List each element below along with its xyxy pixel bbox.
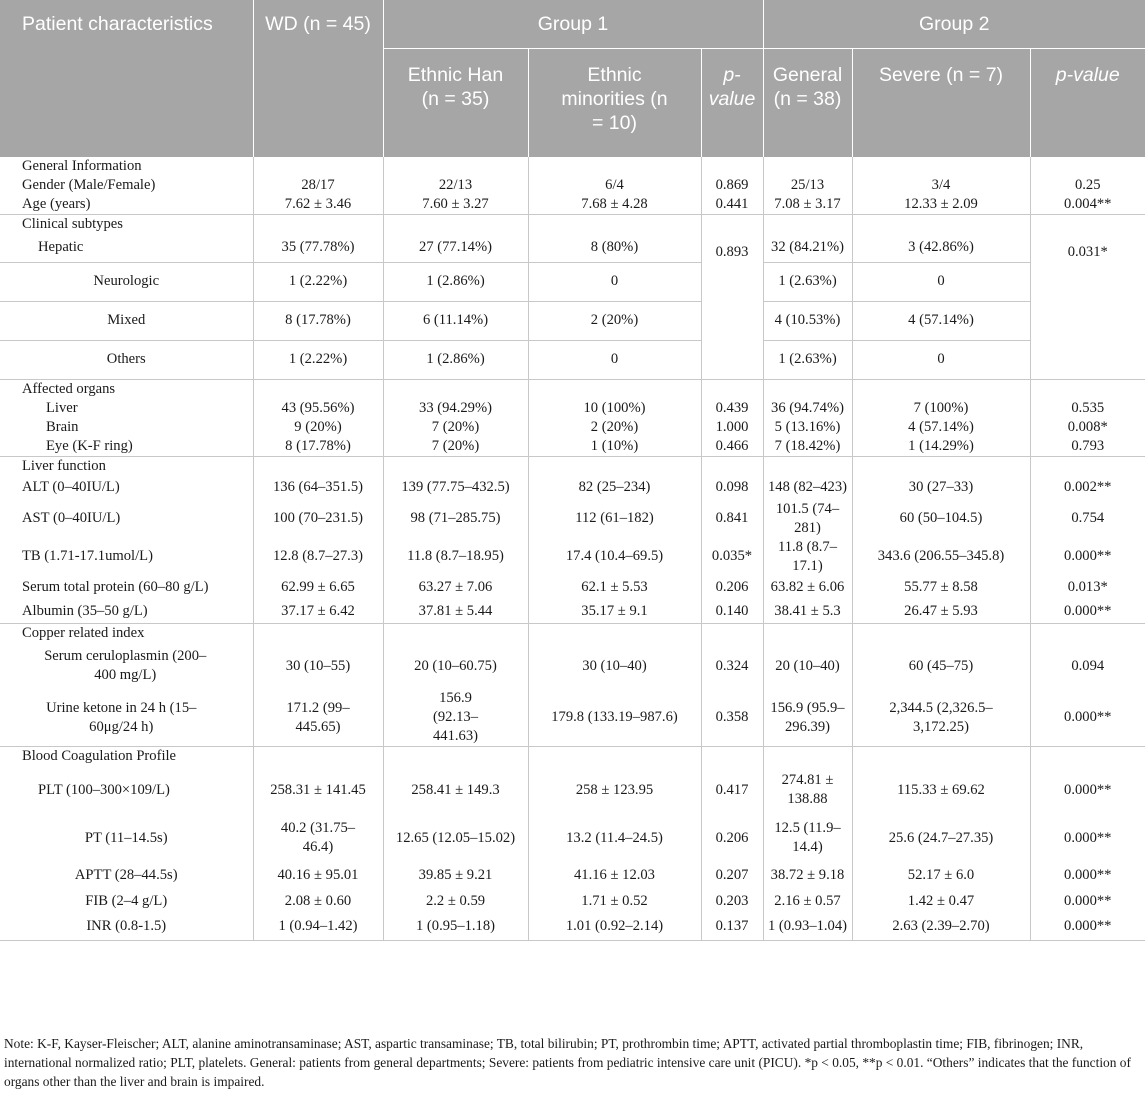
cell-severe: 0 xyxy=(852,262,1030,301)
cell-minorities: 35.17 ± 9.1 xyxy=(528,600,701,624)
cell-general: 1 (2.63%) xyxy=(763,340,852,379)
cell-wd: 40.16 ± 95.01 xyxy=(253,862,383,888)
cell-han: 1 (2.86%) xyxy=(383,340,528,379)
table-row xyxy=(0,234,1145,262)
cell-p-value-1: 0.140 xyxy=(701,600,763,624)
cell-p-value-2: 0.031* xyxy=(1030,215,1145,263)
cell-p-value-1: 0.035* xyxy=(701,538,763,576)
cell-p-value-1: 1.000 xyxy=(701,418,763,437)
cell-general: 36 (94.74%) xyxy=(763,399,852,418)
cell-han: 39.85 ± 9.21 xyxy=(383,862,528,888)
cell-minorities: 62.1 ± 5.53 xyxy=(528,576,701,600)
section-title-clinical-subtypes: Clinical subtypes xyxy=(0,215,253,235)
table-row xyxy=(0,476,1145,500)
cell-wd: 1 (2.22%) xyxy=(253,340,383,379)
cell-minorities: 2 (20%) xyxy=(528,418,701,437)
cell-minorities: 1.71 ± 0.52 xyxy=(528,888,701,914)
cell-p-value-1: 0.137 xyxy=(701,914,763,940)
cell-general: 148 (82–423) xyxy=(763,476,852,500)
cell-general: 38.72 ± 9.18 xyxy=(763,862,852,888)
cell-han: 7.60 ± 3.27 xyxy=(383,195,528,215)
cell-p-value-2: 0.094 xyxy=(1030,643,1145,689)
section-title-copper-related-index: Copper related index xyxy=(0,624,253,644)
cell-han: 20 (10–60.75) xyxy=(383,643,528,689)
table-row xyxy=(0,262,1145,301)
cell-wd: 258.31 ± 141.45 xyxy=(253,766,383,814)
cell-p-value-1: 0.324 xyxy=(701,643,763,689)
cell-han: 258.41 ± 149.3 xyxy=(383,766,528,814)
cell-han: 7 (20%) xyxy=(383,437,528,457)
header-ethnic-han: Ethnic Han (n = 35) xyxy=(383,49,528,158)
cell-han: 11.8 (8.7–18.95) xyxy=(383,538,528,576)
cell-wd: 171.2 (99–445.65) xyxy=(253,689,383,747)
section-title-affected-organs: Affected organs xyxy=(0,379,253,399)
cell-han: 1 (0.95–1.18) xyxy=(383,914,528,940)
cell-wd: 37.17 ± 6.42 xyxy=(253,600,383,624)
cell-p-value-2: 0.25 xyxy=(1030,176,1145,195)
table-row xyxy=(0,862,1145,888)
cell-p-value-1: 0.893 xyxy=(701,215,763,263)
cell-severe: 26.47 ± 5.93 xyxy=(852,600,1030,624)
cell-severe: 4 (57.14%) xyxy=(852,418,1030,437)
row-label: PLT (100–300×109/L) xyxy=(38,781,170,798)
cell-han: 33 (94.29%) xyxy=(383,399,528,418)
row-label: Albumin (35–50 g/L) xyxy=(22,602,148,619)
cell-p-value-1: 0.869 xyxy=(701,176,763,195)
cell-wd: 7.62 ± 3.46 xyxy=(253,195,383,215)
cell-wd: 136 (64–351.5) xyxy=(253,476,383,500)
row-label: Gender (Male/Female) xyxy=(22,177,156,193)
cell-severe: 2,344.5 (2,326.5–3,172.25) xyxy=(852,689,1030,747)
row-label: Serum total protein (60–80 g/L) xyxy=(22,579,209,595)
cell-p-value-1: 0.207 xyxy=(701,862,763,888)
cell-p-value-2: 0.000** xyxy=(1030,914,1145,940)
header-wd-text: WD (n = 45) xyxy=(265,13,371,35)
cell-p-value-1: 0.466 xyxy=(701,437,763,457)
cell-han: 27 (77.14%) xyxy=(383,234,528,262)
cell-severe: 60 (45–75) xyxy=(852,643,1030,689)
cell-minorities: 179.8 (133.19–987.6) xyxy=(528,689,701,747)
cell-general: 5 (13.16%) xyxy=(763,418,852,437)
cell-minorities: 41.16 ± 12.03 xyxy=(528,862,701,888)
cell-general: 32 (84.21%) xyxy=(763,234,852,262)
cell-minorities: 82 (25–234) xyxy=(528,476,701,500)
table-row xyxy=(0,689,1145,747)
row-label: Others xyxy=(0,340,253,379)
cell-minorities: 258 ± 123.95 xyxy=(528,766,701,814)
row-label: Serum ceruloplasmin (200–400 mg/L) xyxy=(44,648,207,683)
table-row xyxy=(0,600,1145,624)
row-label: FIB (2–4 g/L) xyxy=(85,892,168,909)
section-title-general-information: General Information xyxy=(22,158,142,174)
row-label: Age (years) xyxy=(22,196,91,212)
cell-wd: 8 (17.78%) xyxy=(253,437,383,457)
table-row xyxy=(0,576,1145,600)
cell-han: 2.2 ± 0.59 xyxy=(383,888,528,914)
row-label: Neurologic xyxy=(0,262,253,301)
table-footnote: Note: K-F, Kayser-Fleischer; ALT, alanine aminotransaminase; AST, aspartic transaminase; TB, total bilirubin; PT, prothrombin time; APTT, activated partial thromboplastin time; FIB, fibrinogen; INR, international normalized ratio; PLT, platelets. General: patients from general departments; Severe: patients from pediatric intensive care unit (PICU). *p < 0.05, **p < 0.01. “Others” indicates that the function of organs other than the liver and brain is impaired. xyxy=(4,1036,1131,1089)
cell-han: 98 (71–285.75) xyxy=(383,500,528,538)
row-label: INR (0.8-1.5) xyxy=(86,918,167,935)
cell-p-value-2: 0.013* xyxy=(1030,576,1145,600)
table-row xyxy=(0,195,1145,215)
row-label: Liver xyxy=(46,399,78,416)
header-general: General (n = 38) xyxy=(763,49,852,158)
cell-p-value-2: 0.000** xyxy=(1030,600,1145,624)
row-label: Urine ketone in 24 h (15–60μg/24 h) xyxy=(46,699,197,735)
table-row xyxy=(0,500,1145,538)
cell-minorities: 1 (10%) xyxy=(528,437,701,457)
cell-wd: 9 (20%) xyxy=(253,418,383,437)
cell-severe: 3/4 xyxy=(852,176,1030,195)
cell-wd: 30 (10–55) xyxy=(253,643,383,689)
cell-han: 156.9 (92.13–441.63) xyxy=(383,689,528,747)
cell-general: 1 (2.63%) xyxy=(763,262,852,301)
header-wd xyxy=(253,0,383,157)
header-group-2: Group 2 xyxy=(763,0,1145,49)
cell-severe: 55.77 ± 8.58 xyxy=(852,576,1030,600)
cell-minorities: 13.2 (11.4–24.5) xyxy=(528,814,701,862)
cell-p-value-2: 0.000** xyxy=(1030,689,1145,747)
cell-severe: 30 (27–33) xyxy=(852,476,1030,500)
cell-wd: 2.08 ± 0.60 xyxy=(253,888,383,914)
header-severe: Severe (n = 7) xyxy=(852,49,1030,158)
cell-severe: 12.33 ± 2.09 xyxy=(852,195,1030,215)
cell-han: 1 (2.86%) xyxy=(383,262,528,301)
cell-severe: 2.63 (2.39–2.70) xyxy=(852,914,1030,940)
cell-minorities: 2 (20%) xyxy=(528,301,701,340)
cell-general: 11.8 (8.7–17.1) xyxy=(763,538,852,576)
cell-wd: 28/17 xyxy=(253,176,383,195)
row-label: TB (1.71-17.1umol/L) xyxy=(22,548,153,564)
cell-severe: 0 xyxy=(852,340,1030,379)
cell-severe: 343.6 (206.55–345.8) xyxy=(852,538,1030,576)
header-p-value-group-2: p-value xyxy=(1030,49,1145,158)
cell-severe: 7 (100%) xyxy=(852,399,1030,418)
cell-p-value-1: 0.358 xyxy=(701,689,763,747)
cell-p-value-2: 0.535 xyxy=(1030,399,1145,418)
cell-general: 101.5 (74–281) xyxy=(763,500,852,538)
header-patient-characteristics: Patient characteristics xyxy=(0,0,253,157)
cell-wd: 1 (0.94–1.42) xyxy=(253,914,383,940)
header-ethnic-minorities: Ethnic minorities (n = 10) xyxy=(528,49,701,158)
cell-general: 4 (10.53%) xyxy=(763,301,852,340)
header-group-1: Group 1 xyxy=(383,0,763,49)
cell-general: 63.82 ± 6.06 xyxy=(763,576,852,600)
cell-general: 156.9 (95.9–296.39) xyxy=(763,689,852,747)
cell-minorities: 10 (100%) xyxy=(528,399,701,418)
cell-wd: 43 (95.56%) xyxy=(253,399,383,418)
cell-general: 274.81 ± 138.88 xyxy=(763,766,852,814)
cell-wd: 62.99 ± 6.65 xyxy=(253,576,383,600)
cell-p-value-2: 0.754 xyxy=(1030,500,1145,538)
cell-general: 1 (0.93–1.04) xyxy=(763,914,852,940)
table-row xyxy=(0,538,1145,576)
section-title-liver-function: Liver function xyxy=(0,456,253,476)
cell-general: 38.41 ± 5.3 xyxy=(763,600,852,624)
cell-severe: 1 (14.29%) xyxy=(852,437,1030,457)
cell-severe: 25.6 (24.7–27.35) xyxy=(852,814,1030,862)
cell-p-value-2: 0.000** xyxy=(1030,766,1145,814)
table-row xyxy=(0,914,1145,940)
cell-p-value-2: 0.002** xyxy=(1030,476,1145,500)
cell-general: 7.08 ± 3.17 xyxy=(763,195,852,215)
cell-minorities: 0 xyxy=(528,340,701,379)
cell-p-value-1: 0.439 xyxy=(701,399,763,418)
table-row xyxy=(0,814,1145,862)
cell-severe: 4 (57.14%) xyxy=(852,301,1030,340)
cell-p-value-1: 0.841 xyxy=(701,500,763,538)
cell-wd: 8 (17.78%) xyxy=(253,301,383,340)
table-row xyxy=(0,643,1145,689)
cell-minorities: 0 xyxy=(528,262,701,301)
cell-severe: 115.33 ± 69.62 xyxy=(852,766,1030,814)
cell-han: 37.81 ± 5.44 xyxy=(383,600,528,624)
cell-general: 12.5 (11.9–14.4) xyxy=(763,814,852,862)
cell-minorities: 7.68 ± 4.28 xyxy=(528,195,701,215)
cell-p-value-1: 0.441 xyxy=(701,195,763,215)
cell-p-value-1: 0.203 xyxy=(701,888,763,914)
cell-minorities: 8 (80%) xyxy=(528,234,701,262)
cell-p-value-2: 0.000** xyxy=(1030,862,1145,888)
table-row xyxy=(0,418,1145,437)
cell-severe: 1.42 ± 0.47 xyxy=(852,888,1030,914)
table-row xyxy=(0,888,1145,914)
row-label: PT (11–14.5s) xyxy=(84,829,168,846)
cell-general: 7 (18.42%) xyxy=(763,437,852,457)
cell-p-value-2: 0.008* xyxy=(1030,418,1145,437)
cell-han: 6 (11.14%) xyxy=(383,301,528,340)
cell-p-value-1: 0.206 xyxy=(701,576,763,600)
table-row xyxy=(0,176,1145,195)
section-title-blood-coagulation-profile: Blood Coagulation Profile xyxy=(0,747,253,767)
table-row xyxy=(0,766,1145,814)
cell-p-value-2: 0.000** xyxy=(1030,538,1145,576)
cell-han: 63.27 ± 7.06 xyxy=(383,576,528,600)
table-row xyxy=(0,340,1145,379)
cell-p-value-1: 0.417 xyxy=(701,766,763,814)
cell-han: 7 (20%) xyxy=(383,418,528,437)
cell-minorities: 1.01 (0.92–2.14) xyxy=(528,914,701,940)
row-label: Hepatic xyxy=(38,239,84,256)
cell-wd: 40.2 (31.75–46.4) xyxy=(253,814,383,862)
cell-han: 22/13 xyxy=(383,176,528,195)
cell-wd: 1 (2.22%) xyxy=(253,262,383,301)
table-row xyxy=(0,301,1145,340)
cell-minorities: 6/4 xyxy=(528,176,701,195)
cell-severe: 52.17 ± 6.0 xyxy=(852,862,1030,888)
row-label: ALT (0–40IU/L) xyxy=(22,479,120,495)
cell-general: 25/13 xyxy=(763,176,852,195)
table-row xyxy=(0,399,1145,418)
cell-severe: 3 (42.86%) xyxy=(852,234,1030,262)
cell-wd: 100 (70–231.5) xyxy=(253,500,383,538)
row-label: AST (0–40IU/L) xyxy=(22,510,121,526)
cell-severe: 60 (50–104.5) xyxy=(852,500,1030,538)
table-row xyxy=(0,437,1145,457)
cell-minorities: 112 (61–182) xyxy=(528,500,701,538)
row-label: Brain xyxy=(46,418,79,435)
cell-general: 2.16 ± 0.57 xyxy=(763,888,852,914)
cell-general: 20 (10–40) xyxy=(763,643,852,689)
row-label: APTT (28–44.5s) xyxy=(74,866,178,883)
cell-wd: 35 (77.78%) xyxy=(253,234,383,262)
cell-wd: 12.8 (8.7–27.3) xyxy=(253,538,383,576)
cell-p-value-2: 0.000** xyxy=(1030,814,1145,862)
cell-p-value-2: 0.793 xyxy=(1030,437,1145,457)
cell-p-value-1: 0.098 xyxy=(701,476,763,500)
row-label: Mixed xyxy=(0,301,253,340)
cell-minorities: 30 (10–40) xyxy=(528,643,701,689)
row-label: Eye (K-F ring) xyxy=(46,437,133,454)
cell-p-value-2: 0.000** xyxy=(1030,888,1145,914)
cell-p-value-1: 0.206 xyxy=(701,814,763,862)
cell-han: 139 (77.75–432.5) xyxy=(383,476,528,500)
header-p-value-group-1: p-value xyxy=(701,49,763,158)
cell-han: 12.65 (12.05–15.02) xyxy=(383,814,528,862)
cell-p-value-2: 0.004** xyxy=(1030,195,1145,215)
cell-minorities: 17.4 (10.4–69.5) xyxy=(528,538,701,576)
